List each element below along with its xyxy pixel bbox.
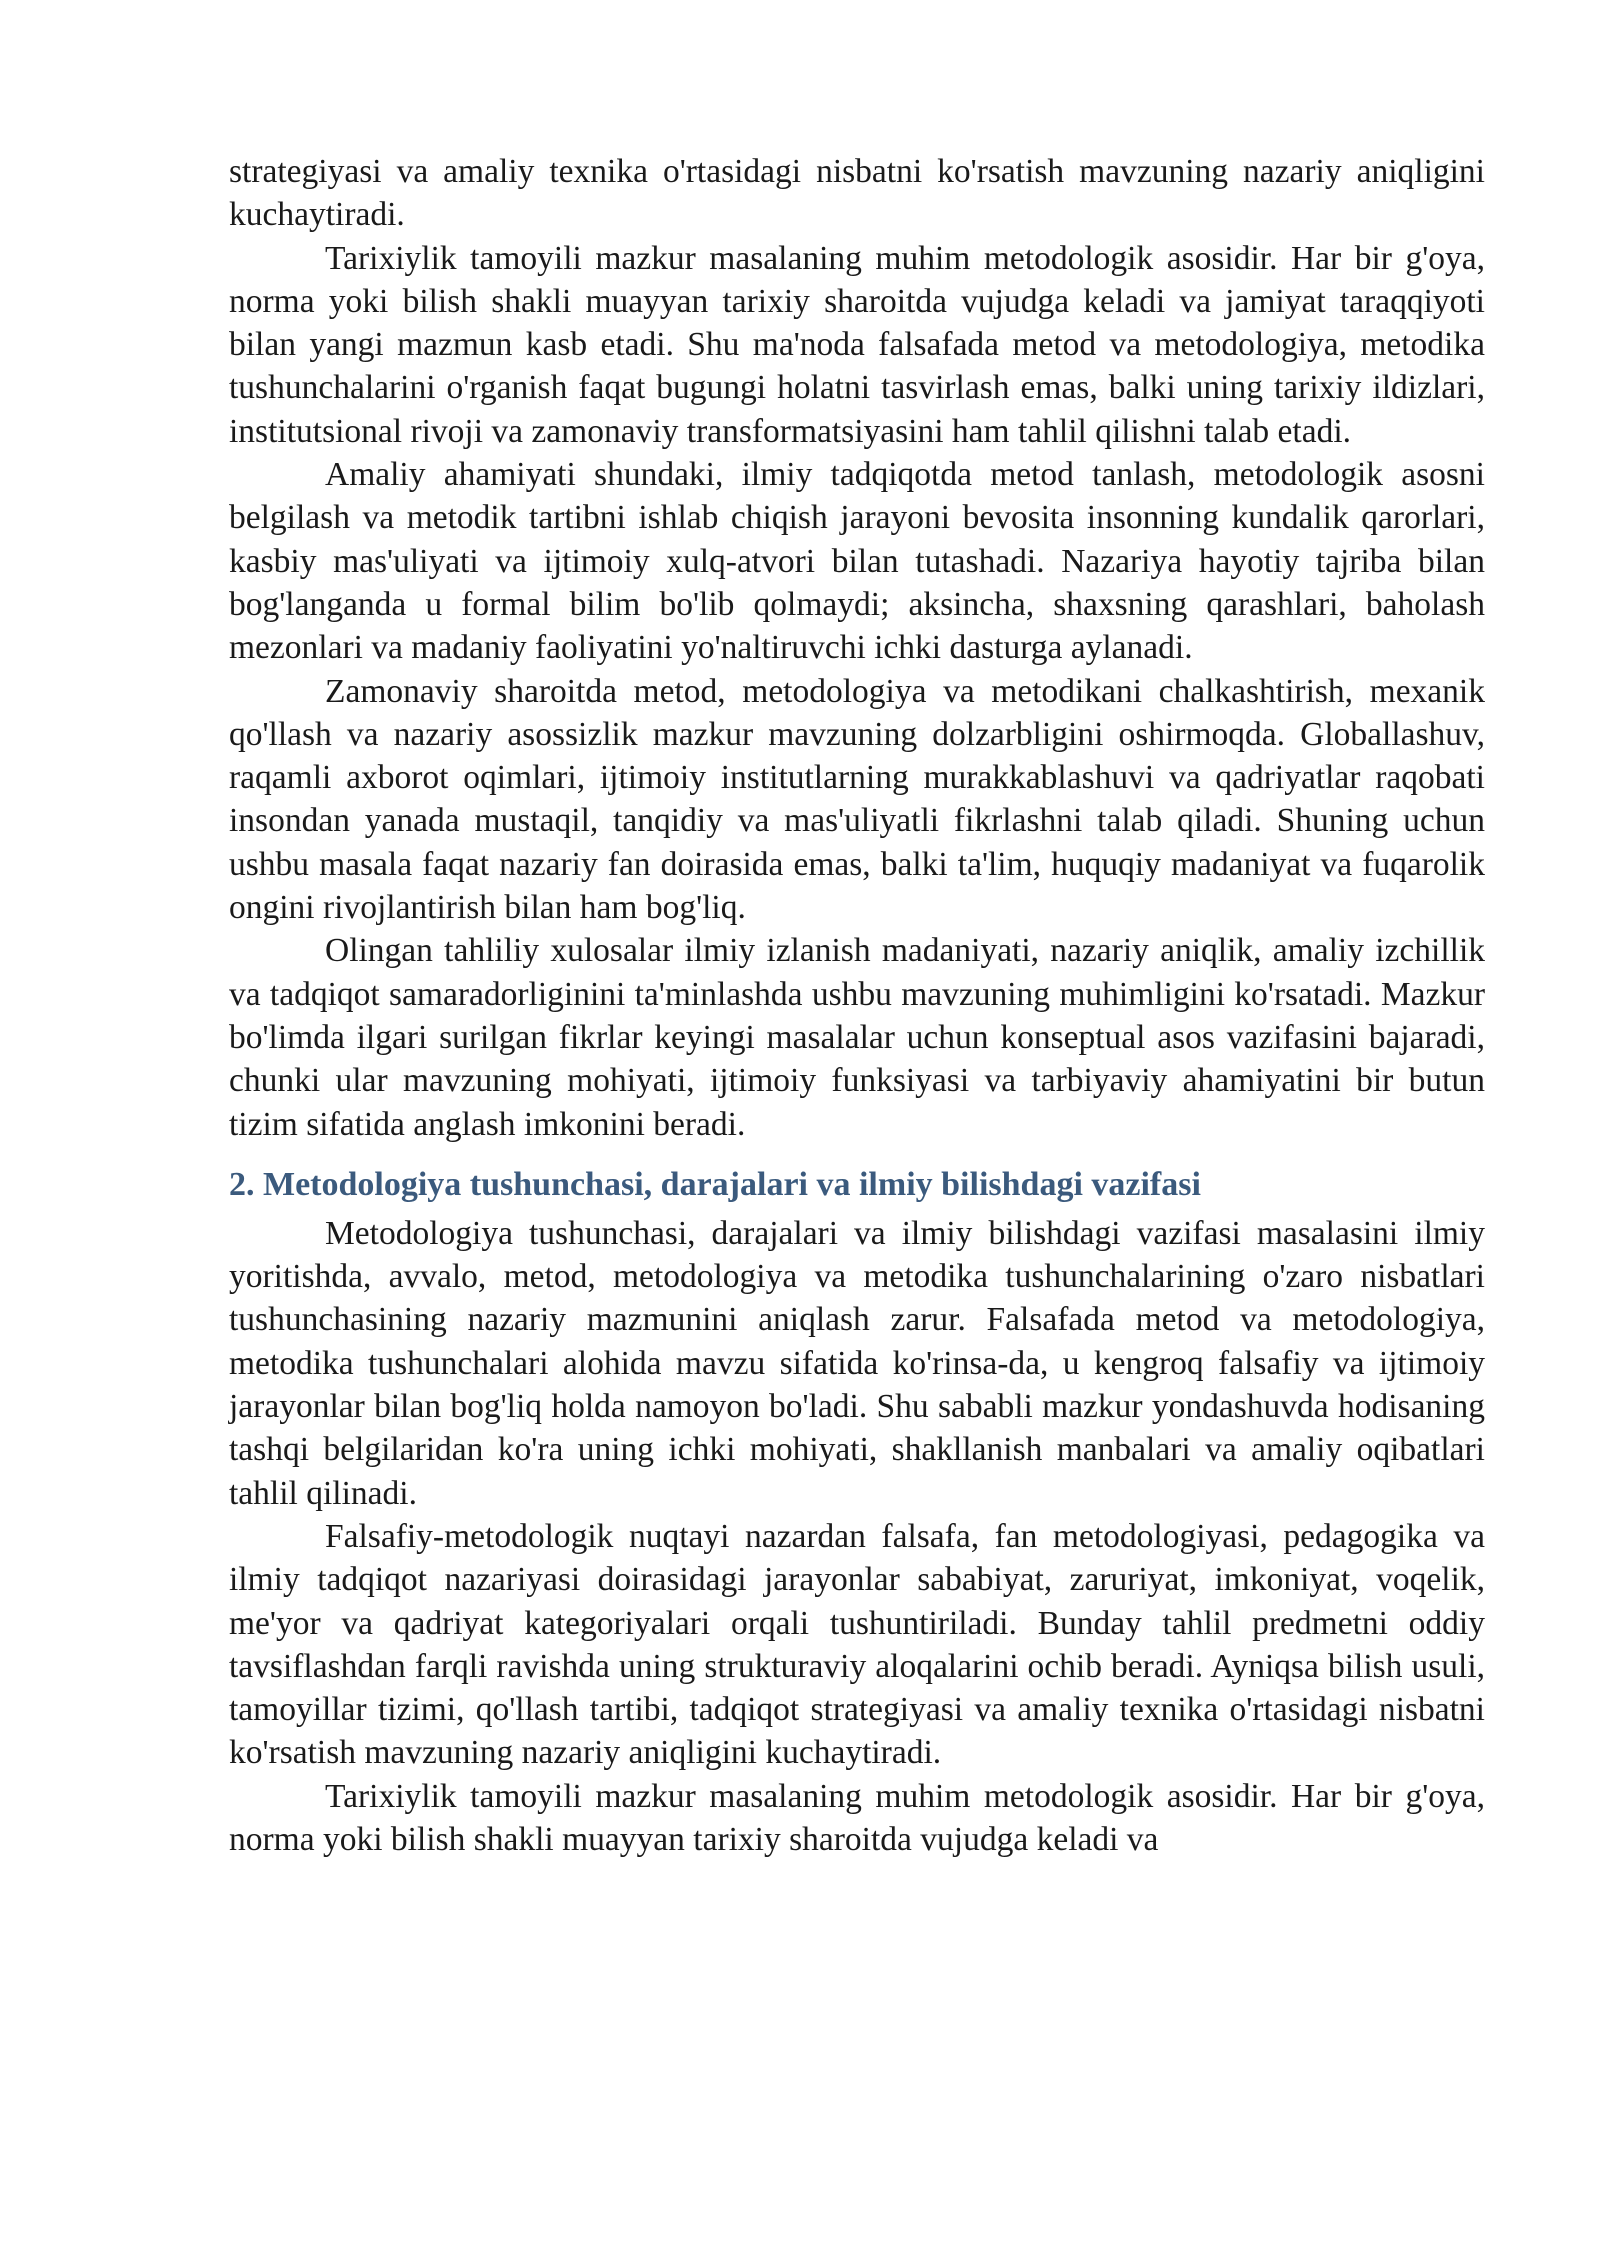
paragraph-philosophical-view: Falsafiy-metodologik nuqtayi nazardan falsafa, fan metodologiyasi, pedagogika va ilmiy tadqiqot nazariyasi doirasidagi jarayonlar sababiyat, zaruriyat, imkoniyat, voqelik, me'yor va qadriyat kategoriyalari orqali tushuntiriladi. Bunday tahlil predmetni oddiy tavsiflashdan farqli ravishda uning strukturaviy aloqalarini ochib beradi. Ayniqsa bilish usuli, tamoyillar tizimi, qo'llash tartibi, tadqiqot strategiyasi va amaliy texnika o'rtasidagi nisbatni ko'rsatish mavzuning nazariy aniqligini kuchaytiradi. <box>229 1517 1485 1772</box>
paragraph-conclusions: Olingan tahliliy xulosalar ilmiy izlanish madaniyati, nazariy aniqlik, amaliy izchillik va tadqiqot samaradorliginini ta'minlashda ushbu mavzuning muhimligini ko'rsatadi. Mazkur bo'limda ilgari surilgan fikrlar keyingi masalalar uchun konseptual asos vazifasini bajaradi, chunki ular mavzuning mohiyati, ijtimoiy funksiyasi va tarbiyaviy ahamiyatini bir butun tizim sifatida anglash imkonini beradi. <box>229 932 1485 1143</box>
paragraph-continuation: strategiyasi va amaliy texnika o'rtasidagi nisbatni ko'rsatish mavzuning nazariy aniqligini kuchaytiradi. <box>229 153 1485 234</box>
paragraph-practical-significance: Amaliy ahamiyati shundaki, ilmiy tadqiqotda metod tanlash, metodologik asosni belgilash va metodik tartibni ishlab chiqish jarayoni bevosita insonning kundalik qarorlari, kasbiy mas'uliyati va ijtimoiy xulq-atvori bilan tutashadi. Nazariya hayotiy tajriba bilan bog'langanda u formal bilim bo'lib qolmaydi; aksincha, shaxsning qarashlari, baholash mezonlari va madaniy faoliyatini yo'naltiruvchi ichki dasturga aylanadi. <box>229 456 1485 667</box>
paragraph-modern-conditions: Zamonaviy sharoitda metod, metodologiya va metodikani chalkashtirish, mexanik qo'llash va nazariy asossizlik mazkur mavzuning dolzarbligini oshirmoqda. Globallashuv, raqamli axborot oqimlari, ijtimoiy institutlarning murakkablashuvi va qadriyatlar raqobati insondan yanada mustaqil, tanqidiy va mas'uliyatli fikrlashni talab qiladi. Shuning uchun ushbu masala faqat nazariy fan doirasida emas, balki ta'lim, huquqiy madaniyat va fuqarolik ongini rivojlantirish bilan ham bog'liq. <box>229 672 1485 927</box>
section-heading: 2. Metodologiya tushunchasi, darajalari va ilmiy bilishdagi vazifasi <box>229 1165 1201 1203</box>
paragraph-historicism: Tarixiylik tamoyili mazkur masalaning muhim metodologik asosidir. Har bir g'oya, norma yoki bilish shakli muayyan tarixiy sharoitda vujudga keladi va jamiyat taraqqiyoti bilan yangi mazmun kasb etadi. Shu ma'noda falsafada metod va metodologiya, metodika tushunchalarini o'rganish faqat bugungi holatni tasvirlash emas, balki uning tarixiy ildizlari, institutsional rivoji va zamonaviy transformatsiyasini ham tahlil qilishni talab etadi. <box>229 239 1485 450</box>
document-page <box>229 150 1485 1861</box>
paragraph-methodology-concept: Metodologiya tushunchasi, darajalari va ilmiy bilishdagi vazifasi masalasini ilmiy yoritishda, avvalo, metod, metodologiya va metodika tushunchalarining o'zaro nisbatlari tushunchasining nazariy mazmunini aniqlash zarur. Falsafada metod va metodologiya, metodika tushunchalari alohida mavzu sifatida ko'rinsa-da, u kengroq falsafiy va ijtimoiy jarayonlar bilan bog'liq holda namoyon bo'ladi. Shu sababli mazkur yondashuvda hodisaning tashqi belgilaridan ko'ra uning ichki mohiyati, shakllanish manbalari va amaliy oqibatlari tahlil qilinadi. <box>229 1214 1485 1512</box>
paragraph-historicism-repeat: Tarixiylik tamoyili mazkur masalaning muhim metodologik asosidir. Har bir g'oya, norma yoki bilish shakli muayyan tarixiy sharoitda vujudga keladi va <box>229 1777 1485 1858</box>
